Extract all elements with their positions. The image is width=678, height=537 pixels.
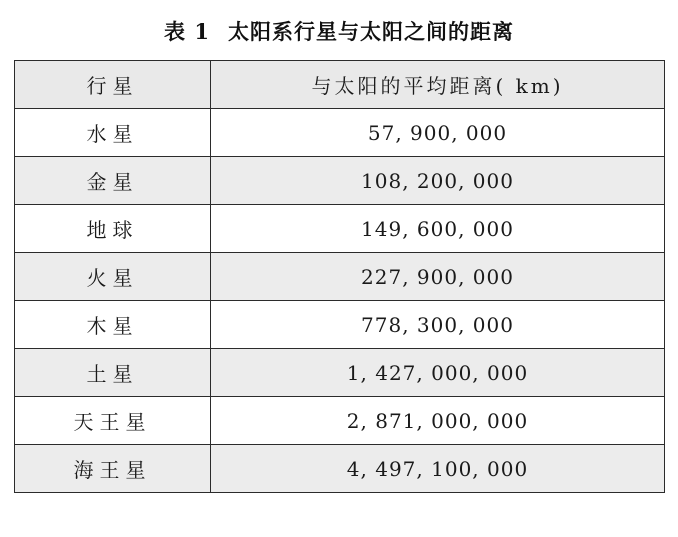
table-row (15, 349, 665, 397)
cell-planet: 木星 (15, 301, 211, 349)
cell-distance: 778, 300, 000 (211, 301, 665, 349)
cell-distance: 227, 900, 000 (211, 253, 665, 301)
cell-planet: 天王星 (15, 397, 211, 445)
caption-title: 太阳系行星与太阳之间的距离 (227, 19, 514, 44)
table-header (15, 61, 665, 109)
cell-distance: 57, 900, 000 (211, 109, 665, 157)
table-header-row (15, 61, 665, 109)
cell-distance: 1, 427, 000, 000 (211, 349, 665, 397)
table-row (15, 397, 665, 445)
table-row (15, 157, 665, 205)
table-row (15, 109, 665, 157)
planet-distance-table (14, 60, 665, 493)
table-row (15, 445, 665, 493)
cell-distance: 2, 871, 000, 000 (211, 397, 665, 445)
cell-planet: 海王星 (15, 445, 211, 493)
cell-planet: 地球 (15, 205, 211, 253)
table-row (15, 253, 665, 301)
header-planet: 行星 (15, 61, 211, 109)
cell-distance: 4, 497, 100, 000 (211, 445, 665, 493)
cell-planet: 火星 (15, 253, 211, 301)
cell-planet: 水星 (15, 109, 211, 157)
cell-distance: 149, 600, 000 (211, 205, 665, 253)
cell-planet: 金星 (15, 157, 211, 205)
table-caption (0, 0, 678, 60)
header-distance: 与太阳的平均距离( km) (211, 61, 665, 109)
cell-planet: 土星 (15, 349, 211, 397)
table-body (15, 109, 665, 493)
caption-label: 表 1 (164, 19, 210, 44)
table-row (15, 205, 665, 253)
cell-distance: 108, 200, 000 (211, 157, 665, 205)
table-container (14, 60, 664, 493)
table-row (15, 301, 665, 349)
